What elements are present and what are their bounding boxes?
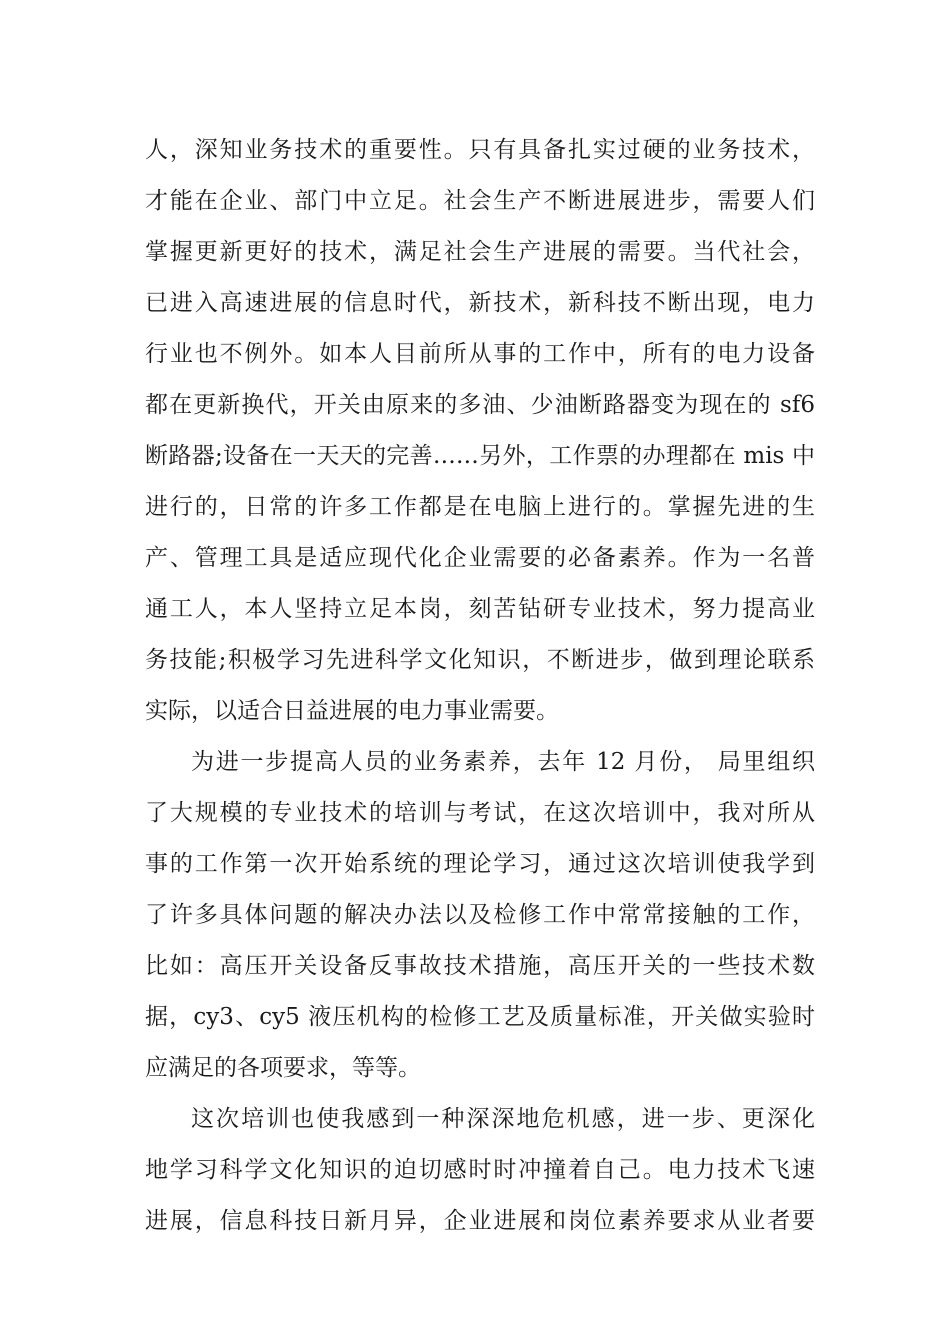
text-line: 事的工作第一次开始系统的理论学习，通过这次培训使我学到: [145, 851, 815, 877]
text-line: 产、管理工具是适应现代化企业需要的必备素养。作为一名普: [145, 545, 815, 571]
text-line: 为进一步提高人员的业务素养，去年 12 月份， 局里组织: [191, 749, 815, 775]
text-line: 了大规模的专业技术的培训与考试，在这次培训中，我对所从: [145, 800, 815, 826]
text-line: 进展，信息科技日新月异，企业进展和岗位素养要求从业者要: [145, 1208, 815, 1234]
text-line: 通工人，本人坚持立足本岗，刻苦钻研专业技术，努力提高业: [145, 596, 815, 622]
text-line: 比如：高压开关设备反事故技术措施，高压开关的一些技术数: [145, 953, 815, 979]
text-line: 才能在企业、部门中立足。社会生产不断进展进步，需要人们: [145, 188, 815, 214]
text-line: 行业也不例外。如本人目前所从事的工作中，所有的电力设备: [145, 341, 815, 367]
text-line: 这次培训也使我感到一种深深地危机感，进一步、更深化: [191, 1106, 815, 1132]
text-line: 地学习科学文化知识的迫切感时时冲撞着自己。电力技术飞速: [145, 1157, 815, 1183]
text-line: 了许多具体问题的解决办法以及检修工作中常常接触的工作，: [145, 902, 815, 928]
paragraph-1: [145, 125, 815, 737]
text-line: 人，深知业务技术的重要性。只有具备扎实过硬的业务技术，: [145, 137, 815, 163]
text-line: 实际，以适合日益进展的电力事业需要。: [145, 698, 559, 724]
text-line: 断路器;设备在一天天的完善……另外，工作票的办理都在 mis 中: [145, 443, 815, 469]
text-line: 已进入高速进展的信息时代，新技术，新科技不断出现，电力: [145, 290, 815, 316]
paragraph-2: [145, 737, 815, 1094]
text-line: 据，cy3、cy5 液压机构的检修工艺及质量标准，开关做实验时: [145, 1004, 815, 1030]
text-line: 掌握更新更好的技术，满足社会生产进展的需要。当代社会，: [145, 239, 815, 265]
paragraph-3: [145, 1094, 815, 1247]
text-line: 进行的，日常的许多工作都是在电脑上进行的。掌握先进的生: [145, 494, 815, 520]
text-line: 都在更新换代，开关由原来的多油、少油断路器变为现在的 sf6: [145, 392, 815, 418]
text-line: 务技能;积极学习先进科学文化知识，不断进步，做到理论联系: [145, 647, 815, 673]
document-body: [145, 125, 815, 1247]
text-line: 应满足的各项要求，等等。: [145, 1055, 421, 1081]
